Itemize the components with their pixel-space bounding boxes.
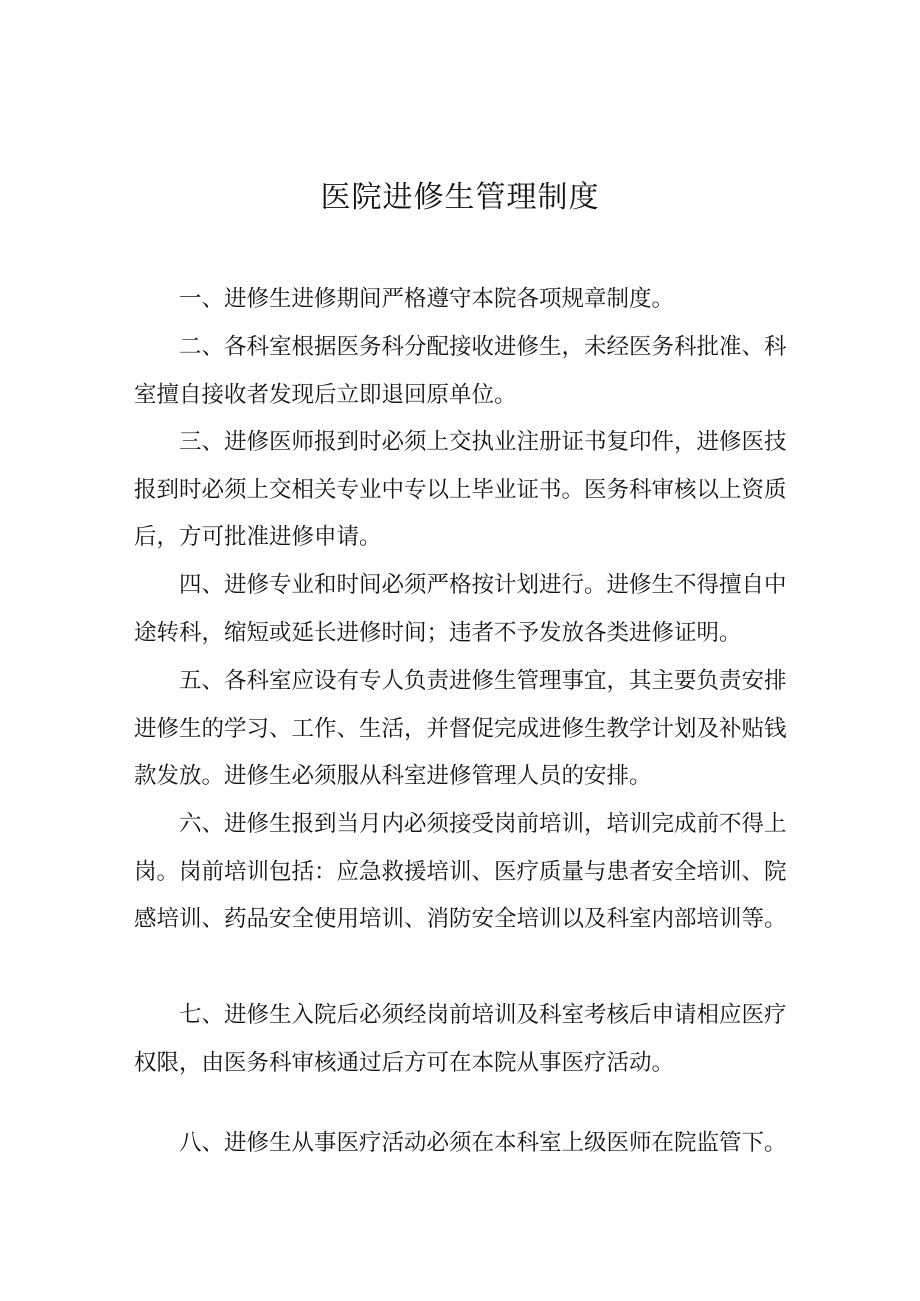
regulation-paragraph-2: 二、各科室根据医务科分配接收进修生，未经医务科批准、科室擅自接收者发现后立即退回原单位。 [134,334,787,408]
regulation-paragraph-7: 七、进修生入院后必须经岗前培训及科室考核后申请相应医疗权限，由医务科审核通过后方可在本院从事医疗活动。 [134,1002,787,1076]
document-title: 医院进修生管理制度 [320,180,600,215]
regulation-paragraph-8: 八、进修生从事医疗活动必须在本科室上级医师在院监管下。 [179,1130,787,1156]
regulation-paragraph-6: 六、进修生报到当月内必须接受岗前培训，培训完成前不得上岗。岗前培训包括：应急救援培训、医疗质量与患者安全培训、院感培训、药品安全使用培训、消防安全培训以及科室内部培训等。 [134,811,787,933]
regulation-paragraph-4: 四、进修专业和时间必须严格按计划进行。进修生不得擅自中途转科，缩短或延长进修时间；违者不予发放各类进修证明。 [134,572,787,646]
regulation-paragraph-1: 一、进修生进修期间严格遵守本院各项规章制度。 [179,286,675,312]
regulation-paragraph-3: 三、进修医师报到时必须上交执业注册证书复印件，进修医技报到时必须上交相关专业中专以上毕业证书。医务科审核以上资质后，方可批准进修申请。 [134,429,787,551]
regulation-paragraph-5: 五、各科室应设有专人负责进修生管理事宜，其主要负责安排进修生的学习、工作、生活，并督促完成进修生教学计划及补贴钱款发放。进修生必须服从科室进修管理人员的安排。 [134,668,787,790]
